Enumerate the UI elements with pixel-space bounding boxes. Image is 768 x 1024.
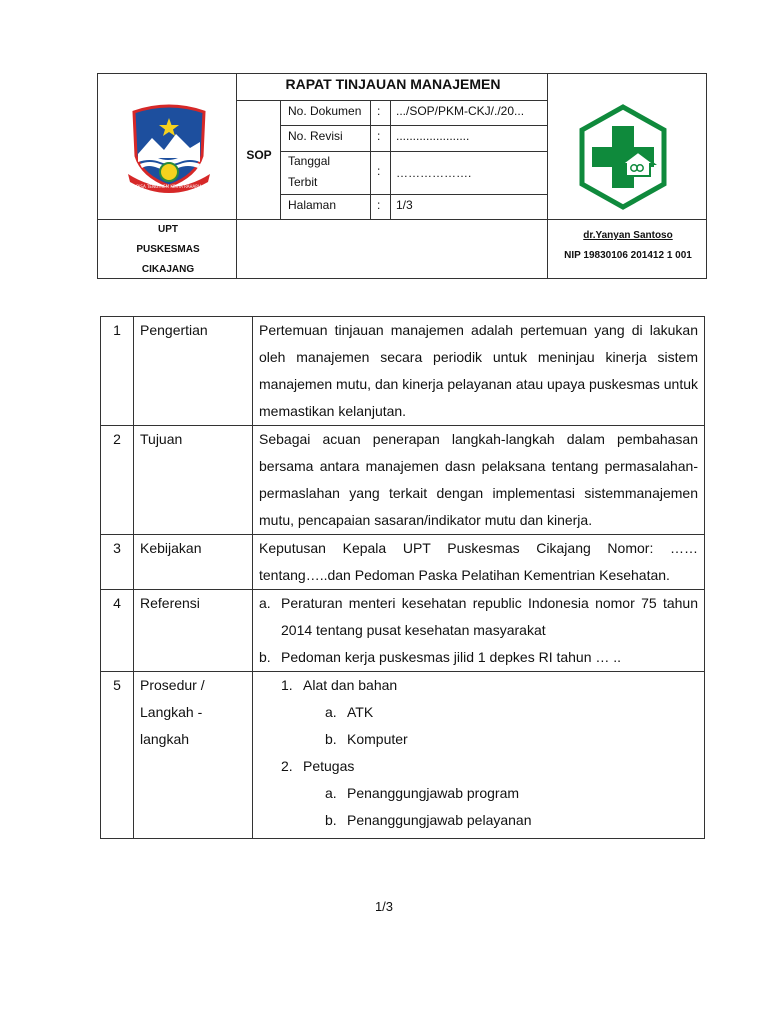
list-marker: a. bbox=[325, 704, 337, 720]
org-line: PUSKESMAS bbox=[136, 244, 200, 255]
row-number: 1 bbox=[101, 317, 134, 426]
sop-content-table bbox=[100, 316, 705, 839]
table-row bbox=[101, 535, 705, 590]
list-marker: b. bbox=[325, 812, 337, 828]
reference-list bbox=[253, 590, 705, 672]
list-text: Penanggungjawab pelayanan bbox=[347, 812, 532, 828]
list-item bbox=[259, 807, 698, 834]
issue-date-value: ………………. bbox=[396, 166, 472, 180]
document-title: RAPAT TINJAUAN MANAJEMEN bbox=[285, 76, 501, 92]
list-text: Peraturan menteri kesehatan republic Indonesia nomor 75 tahun 2014 tentang pusat kesehatan masyarakat bbox=[281, 595, 698, 638]
doc-number-label: No. Dokumen bbox=[288, 104, 362, 118]
organization-name bbox=[98, 220, 238, 280]
list-marker: 2. bbox=[281, 758, 293, 774]
procedure-list bbox=[253, 672, 705, 839]
signer-name: dr.Yanyan Santoso bbox=[583, 230, 673, 241]
table-row bbox=[101, 672, 705, 839]
list-text: Petugas bbox=[303, 758, 355, 774]
list-item bbox=[259, 644, 698, 671]
list-text: ATK bbox=[347, 704, 374, 720]
divider bbox=[280, 194, 547, 195]
list-marker: a. bbox=[325, 785, 337, 801]
doc-number-value: .../SOP/PKM-CKJ/./20... bbox=[396, 104, 525, 118]
list-item bbox=[259, 780, 698, 807]
divider bbox=[280, 100, 281, 220]
list-item bbox=[259, 753, 698, 780]
puskesmas-logo bbox=[578, 104, 668, 210]
revision-label: No. Revisi bbox=[288, 129, 343, 143]
list-text: Penanggungjawab program bbox=[347, 785, 520, 801]
divider bbox=[370, 100, 371, 220]
issue-date-colon: : bbox=[377, 164, 381, 178]
policy-text: Keputusan Kepala UPT Puskesmas Cikajang Nomor: …… tentang…..dan Pedoman Paska Pelatihan Kementrian Kesehatan. bbox=[253, 535, 705, 590]
definition-text: Pertemuan tinjauan manajemen adalah pertemuan yang di lakukan oleh manajemen secara periodik untuk meninjau kinerja sistem manajemen mutu, dan kinerja pelayanan atau upaya puskesmas untuk memastikan kelanjutan. bbox=[253, 317, 705, 426]
divider bbox=[236, 100, 547, 101]
org-line: UPT bbox=[158, 224, 178, 235]
list-marker: b. bbox=[325, 731, 337, 747]
list-marker: b. bbox=[259, 649, 271, 665]
signer-nip: NIP 19830106 201412 1 001 bbox=[564, 250, 692, 261]
list-item bbox=[259, 726, 698, 753]
page-number: 1/3 bbox=[374, 899, 394, 914]
row-number: 5 bbox=[101, 672, 134, 839]
page-colon: : bbox=[377, 198, 381, 212]
issue-date-label-line2: Terbit bbox=[288, 175, 318, 189]
signer-block bbox=[549, 226, 707, 266]
list-marker: a. bbox=[259, 595, 271, 611]
table-row bbox=[101, 590, 705, 672]
divider bbox=[547, 74, 548, 278]
org-line: CIKAJANG bbox=[141, 264, 195, 275]
purpose-text: Sebagai acuan penerapan langkah-langkah dalam pembahasan bersama antara manajemen dasn pelaksana tentang permasalahan-permaslahan yang terkait dengan implementasi sistemmanajemen mutu, pencapaian sasaran/indikator mutu dan kinerja. bbox=[253, 426, 705, 535]
list-item bbox=[259, 699, 698, 726]
sop-label: SOP bbox=[246, 148, 272, 162]
page-value: 1/3 bbox=[396, 198, 413, 212]
list-text: Pedoman kerja puskesmas jilid 1 depkes RI tahun … .. bbox=[281, 649, 622, 665]
revision-colon: : bbox=[377, 129, 381, 143]
list-text: Komputer bbox=[347, 731, 408, 747]
doc-number-colon: : bbox=[377, 104, 381, 118]
page-label: Halaman bbox=[288, 198, 337, 212]
list-text: Alat dan bahan bbox=[303, 677, 398, 693]
emblem-motto: DISA TENGTREM KERTA RAHARJA bbox=[136, 184, 202, 189]
revision-value: ...................... bbox=[396, 129, 470, 143]
row-heading: Kebijakan bbox=[134, 535, 253, 590]
heading-line: Langkah - bbox=[140, 704, 203, 720]
row-number: 4 bbox=[101, 590, 134, 672]
row-heading bbox=[134, 672, 253, 839]
divider bbox=[390, 100, 391, 220]
issue-date-label bbox=[288, 151, 330, 193]
list-item bbox=[259, 672, 698, 699]
heading-line: Prosedur / bbox=[140, 677, 205, 693]
row-heading: Referensi bbox=[134, 590, 253, 672]
table-row bbox=[101, 317, 705, 426]
row-heading: Pengertian bbox=[134, 317, 253, 426]
heading-line: langkah bbox=[140, 731, 190, 747]
district-emblem-logo bbox=[124, 104, 214, 199]
divider bbox=[280, 125, 547, 126]
row-heading: Tujuan bbox=[134, 426, 253, 535]
table-row bbox=[101, 426, 705, 535]
row-number: 2 bbox=[101, 426, 134, 535]
list-marker: 1. bbox=[281, 677, 293, 693]
row-number: 3 bbox=[101, 535, 134, 590]
document-header bbox=[97, 73, 707, 279]
list-item bbox=[259, 590, 698, 644]
issue-date-label-line1: Tanggal bbox=[288, 154, 331, 168]
